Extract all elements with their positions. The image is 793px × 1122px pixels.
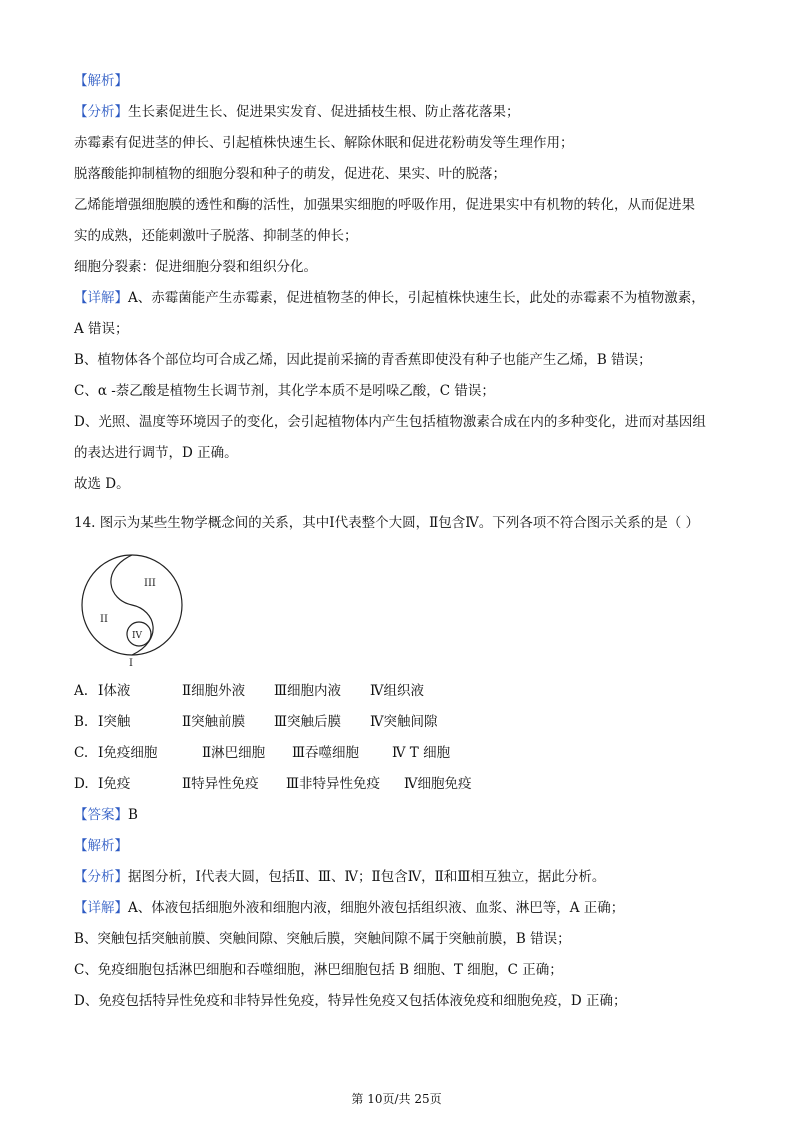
option-part: Ⅲ突触后膜	[274, 714, 342, 730]
option-part: Ⅳ T 细胞	[392, 745, 451, 761]
analysis-text: 据图分析，Ⅰ代表大圆，包括Ⅱ、Ⅲ、Ⅳ；Ⅱ包含Ⅳ，Ⅱ和Ⅲ相互独立，据此分析。	[128, 869, 606, 885]
option-letter: D.	[74, 776, 89, 792]
option-part: Ⅱ淋巴细胞	[202, 745, 266, 761]
option-part: Ⅰ免疫	[98, 776, 131, 792]
option-part: Ⅱ突触前膜	[182, 714, 246, 730]
text-line: A 错误；	[74, 321, 129, 337]
text-line: C、免疫细胞包括淋巴细胞和吞噬细胞，淋巴细胞包括 B 细胞、T 细胞，C 正确；	[74, 962, 563, 978]
label-IV: IV	[132, 631, 143, 641]
detail-tag: 【详解】	[74, 290, 128, 306]
option-part: Ⅰ体液	[98, 683, 131, 699]
analysis-tag: 【分析】	[74, 104, 128, 120]
option-letter: B.	[74, 714, 89, 730]
analysis-paragraph	[74, 103, 520, 121]
text-line: B、突触包括突触前膜、突触间隙、突触后膜，突触间隙不属于突触前膜，B 错误；	[74, 931, 571, 947]
detail-tag: 【详解】	[74, 900, 128, 916]
page-number: 第 10页/共 25页	[351, 1092, 442, 1106]
detail-text: A、体液包括细胞外液和细胞内液，细胞外液包括组织液、血浆、淋巴等，A 正确；	[128, 900, 625, 916]
detail-paragraph	[74, 289, 705, 307]
label-II: II	[100, 614, 108, 625]
label-I: I	[129, 658, 133, 669]
text-line: 的表达进行调节，D 正确。	[74, 445, 238, 461]
label-III: III	[144, 578, 156, 589]
text-line: 乙烯能增强细胞膜的透性和酶的活性，加强果实细胞的呼吸作用，促进果实中有机物的转化，从而促进果	[74, 197, 695, 213]
text-line: 实的成熟，还能刺激叶子脱落、抑制茎的伸长；	[74, 228, 358, 244]
option-letter: A.	[74, 683, 89, 699]
text-line: C、α -萘乙酸是植物生长调节剂，其化学本质不是吲哚乙酸，C 错误；	[74, 383, 495, 399]
analysis-heading: 【解析】	[74, 73, 128, 89]
option-b	[74, 713, 438, 731]
option-part: Ⅱ细胞外液	[182, 683, 246, 699]
analysis-tag: 【分析】	[74, 869, 128, 885]
text-line: 赤霉素有促进茎的伸长、引起植株快速生长、解除休眠和促进花粉萌发等生理作用；	[74, 135, 574, 151]
text-line: 脱落酸能抑制植物的细胞分裂和种子的萌发，促进花、果实、叶的脱落；	[74, 166, 506, 182]
answer-line	[74, 806, 138, 824]
option-d	[74, 775, 472, 793]
option-part: Ⅰ免疫细胞	[98, 745, 158, 761]
option-part: Ⅲ非特异性免疫	[286, 776, 381, 792]
option-part: Ⅳ组织液	[370, 683, 424, 699]
text-line: D、免疫包括特异性免疫和非特异性免疫，特异性免疫又包括体液免疫和细胞免疫，D 正确；	[74, 993, 627, 1009]
option-a	[74, 682, 424, 700]
detail-text: A、赤霉菌能产生赤霉素，促进植物茎的伸长，引起植株快速生长，此处的赤霉素不为植物激素，	[128, 290, 705, 306]
question-stem: 14. 图示为某些生物学概念间的关系，其中Ⅰ代表整个大圆，Ⅱ包含Ⅳ。下列各项不符合图示关系的是（ ）	[74, 515, 700, 531]
detail-paragraph	[74, 899, 624, 917]
analysis-text: 生长素促进生长、促进果实发育、促进插枝生根、防止落花落果；	[128, 104, 520, 120]
option-part: Ⅳ细胞免疫	[404, 776, 472, 792]
option-letter: C.	[74, 745, 89, 761]
text-line: 细胞分裂素：促进细胞分裂和组织分化。	[74, 259, 317, 275]
text-line: D、光照、温度等环境因子的变化，会引起植物体内产生包括植物激素合成在内的多种变化，进而对基因组	[74, 414, 706, 430]
option-part: Ⅲ吞噬细胞	[292, 745, 360, 761]
analysis-paragraph	[74, 868, 605, 886]
answer-tag: 【答案】	[74, 807, 128, 823]
option-part: Ⅳ突触间隙	[370, 714, 438, 730]
option-part: Ⅰ突触	[98, 714, 131, 730]
answer-value: B	[128, 807, 138, 823]
option-part: Ⅲ细胞内液	[274, 683, 342, 699]
text-line: B、植物体各个部位均可合成乙烯，因此提前采摘的青香蕉即使没有种子也能产生乙烯，B 错误；	[74, 352, 652, 368]
option-c	[74, 744, 450, 762]
analysis-heading: 【解析】	[74, 838, 128, 854]
option-part: Ⅱ特异性免疫	[182, 776, 259, 792]
text-line: 故选 D。	[74, 476, 130, 492]
concept-diagram	[80, 552, 190, 670]
